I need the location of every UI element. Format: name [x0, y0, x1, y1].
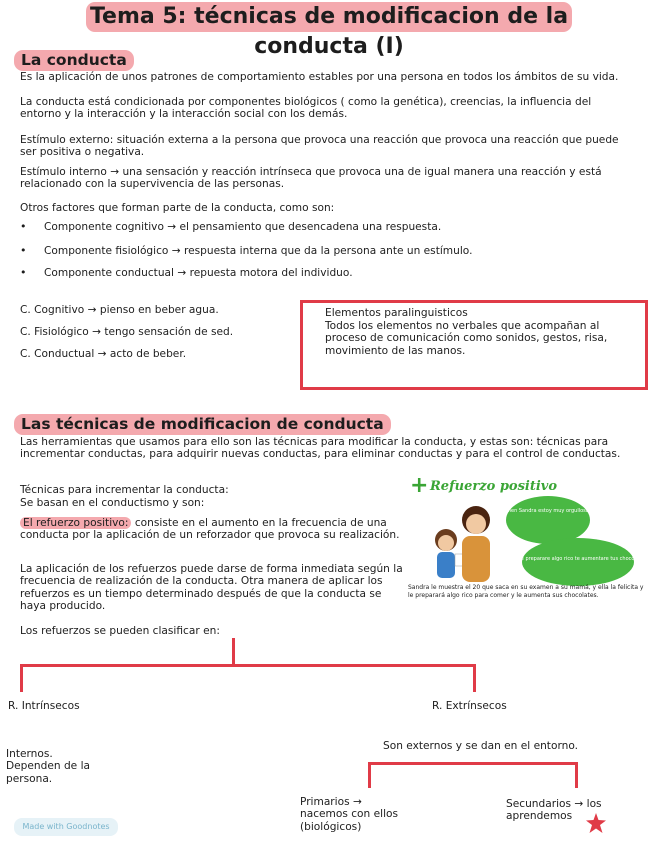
- example-cognitive: C. Cognitivo → pienso en beber agua.: [20, 304, 219, 316]
- bullet-behavioral: Componente conductual → repuesta motora del individuo.: [44, 267, 353, 279]
- bullet-physiological: Componente fisiológico → respuesta interna que da la persona ante un estímulo.: [44, 245, 473, 257]
- tree-line-sub-horizontal: [368, 762, 578, 765]
- paragraph-classify: Los refuerzos se pueden clasificar en:: [20, 625, 220, 637]
- tree-left-desc: Internos. Dependen de la persona.: [6, 748, 90, 785]
- paragraph-increase: Técnicas para incrementar la conducta:: [20, 484, 229, 496]
- paragraph-refuerzo: [20, 517, 400, 542]
- illustration-title: Refuerzo positivo: [430, 479, 558, 494]
- bullet-dot: •: [20, 220, 27, 233]
- tree-line-sub-right: [575, 762, 578, 788]
- page-title: Tema 5: técnicas de modificacion de la conducta (I): [86, 2, 572, 32]
- tree-line-right: [473, 664, 476, 692]
- illustration-caption: Sandra le muestra el 20 que saca en su examen a su mamá, y ella la felicita y le preparará algo rico para comer y le aumenta sus chocolates.: [408, 584, 644, 599]
- speech-bubble-2: [522, 538, 634, 586]
- tree-primarios: Primarios → nacemos con ellos (biológicos): [300, 796, 399, 833]
- refuerzo-text-1: consiste en el aumento en la frecuencia de: [134, 517, 364, 529]
- refuerzo-text-2: una conducta por la aplicación de un reforzador que provoca su realización.: [20, 517, 400, 542]
- example-behavioral: C. Conductual → acto de beber.: [20, 348, 187, 360]
- paragraph-definition: Es la aplicación de unos patrones de comportamiento estables por una persona en todos los ámbitos de su vida.: [20, 71, 619, 83]
- bubble2-text: Hoy te preparare algo rico te aumentare tus chocolates!: [507, 556, 648, 562]
- tree-line-left: [20, 664, 23, 692]
- paragraph-tools: Las herramientas que usamos para ello son las técnicas para modificar la conducta, y estas son: técnicas para incrementar conductas, para adquirir nuevas conductas, para eliminar conductas y para el control de conductas.: [20, 436, 621, 461]
- goodnotes-stamp: Made with Goodnotes: [14, 818, 118, 836]
- bullet-dot: •: [20, 244, 27, 257]
- bubble1-text: ¡Muy bien Sandra estoy muy orgullosa de ti!: [492, 508, 604, 514]
- paragraph-conditioned: La conducta está condicionada por componentes biológicos ( como la genética), creencias, la influencia del entorno y la interacción y la interacción social con los demás.: [20, 96, 592, 121]
- speech-bubble-1: [506, 496, 590, 544]
- illustration-svg: [408, 470, 648, 600]
- paragraph-application: La aplicación de los refuerzos puede darse de forma inmediata según la frecuencia de realización de la conducta. Otra manera de aplicar los refuerzos es un tiempo determinado después de que la conducta se haya producido.: [20, 563, 403, 613]
- highlight-refuerzo-positivo: El refuerzo positivo:: [20, 517, 131, 529]
- tree-line-sub-left: [368, 762, 371, 788]
- tree-line-horizontal: [20, 664, 476, 667]
- girl-figure-icon: [435, 529, 465, 578]
- plus-icon: +: [410, 473, 429, 498]
- tree-line-stem: [232, 638, 235, 666]
- tree-right-desc: Son externos y se dan en el entorno.: [383, 740, 578, 752]
- paragraph-other-factors: Otros factores que forman parte de la conducta, como son:: [20, 202, 335, 214]
- box-text: Todos los elementos no verbales que acompañan al proceso de comunicación como sonidos, gestos, risa, movimiento de las manos.: [325, 319, 608, 357]
- refuerzo-illustration: [408, 470, 648, 600]
- paralinguistic-box: [300, 300, 648, 390]
- mother-figure-icon: [462, 506, 490, 582]
- tree-right-label: R. Extrínsecos: [432, 700, 507, 712]
- section-heading-tecnicas: Las técnicas de modificacion de conducta: [14, 414, 391, 435]
- paragraph-external-stimulus: Estímulo externo: situación externa a la persona que provoca una reacción que provoca una reacción que puede ser positiva o negativa.: [20, 134, 619, 159]
- paragraph-internal-stimulus: Estímulo interno → una sensación y reacción intrínseca que provoca una de igual manera una reacción y está relacionado con la supervivencia de las personas.: [20, 166, 602, 191]
- example-physiological: C. Fisiológico → tengo sensación de sed.: [20, 326, 234, 338]
- box-title: Elementos paralinguisticos: [325, 307, 468, 319]
- bullet-cognitive: Componente cognitivo → el pensamiento que desencadena una respuesta.: [44, 221, 442, 233]
- tree-secundarios: Secundarios → los aprendemos: [506, 798, 602, 823]
- star-icon: [584, 812, 608, 834]
- section-heading-conducta: La conducta: [14, 50, 134, 71]
- paragraph-based: Se basan en el conductismo y son:: [20, 497, 205, 509]
- bullet-dot: •: [20, 266, 27, 279]
- tree-left-label: R. Intrínsecos: [8, 700, 80, 712]
